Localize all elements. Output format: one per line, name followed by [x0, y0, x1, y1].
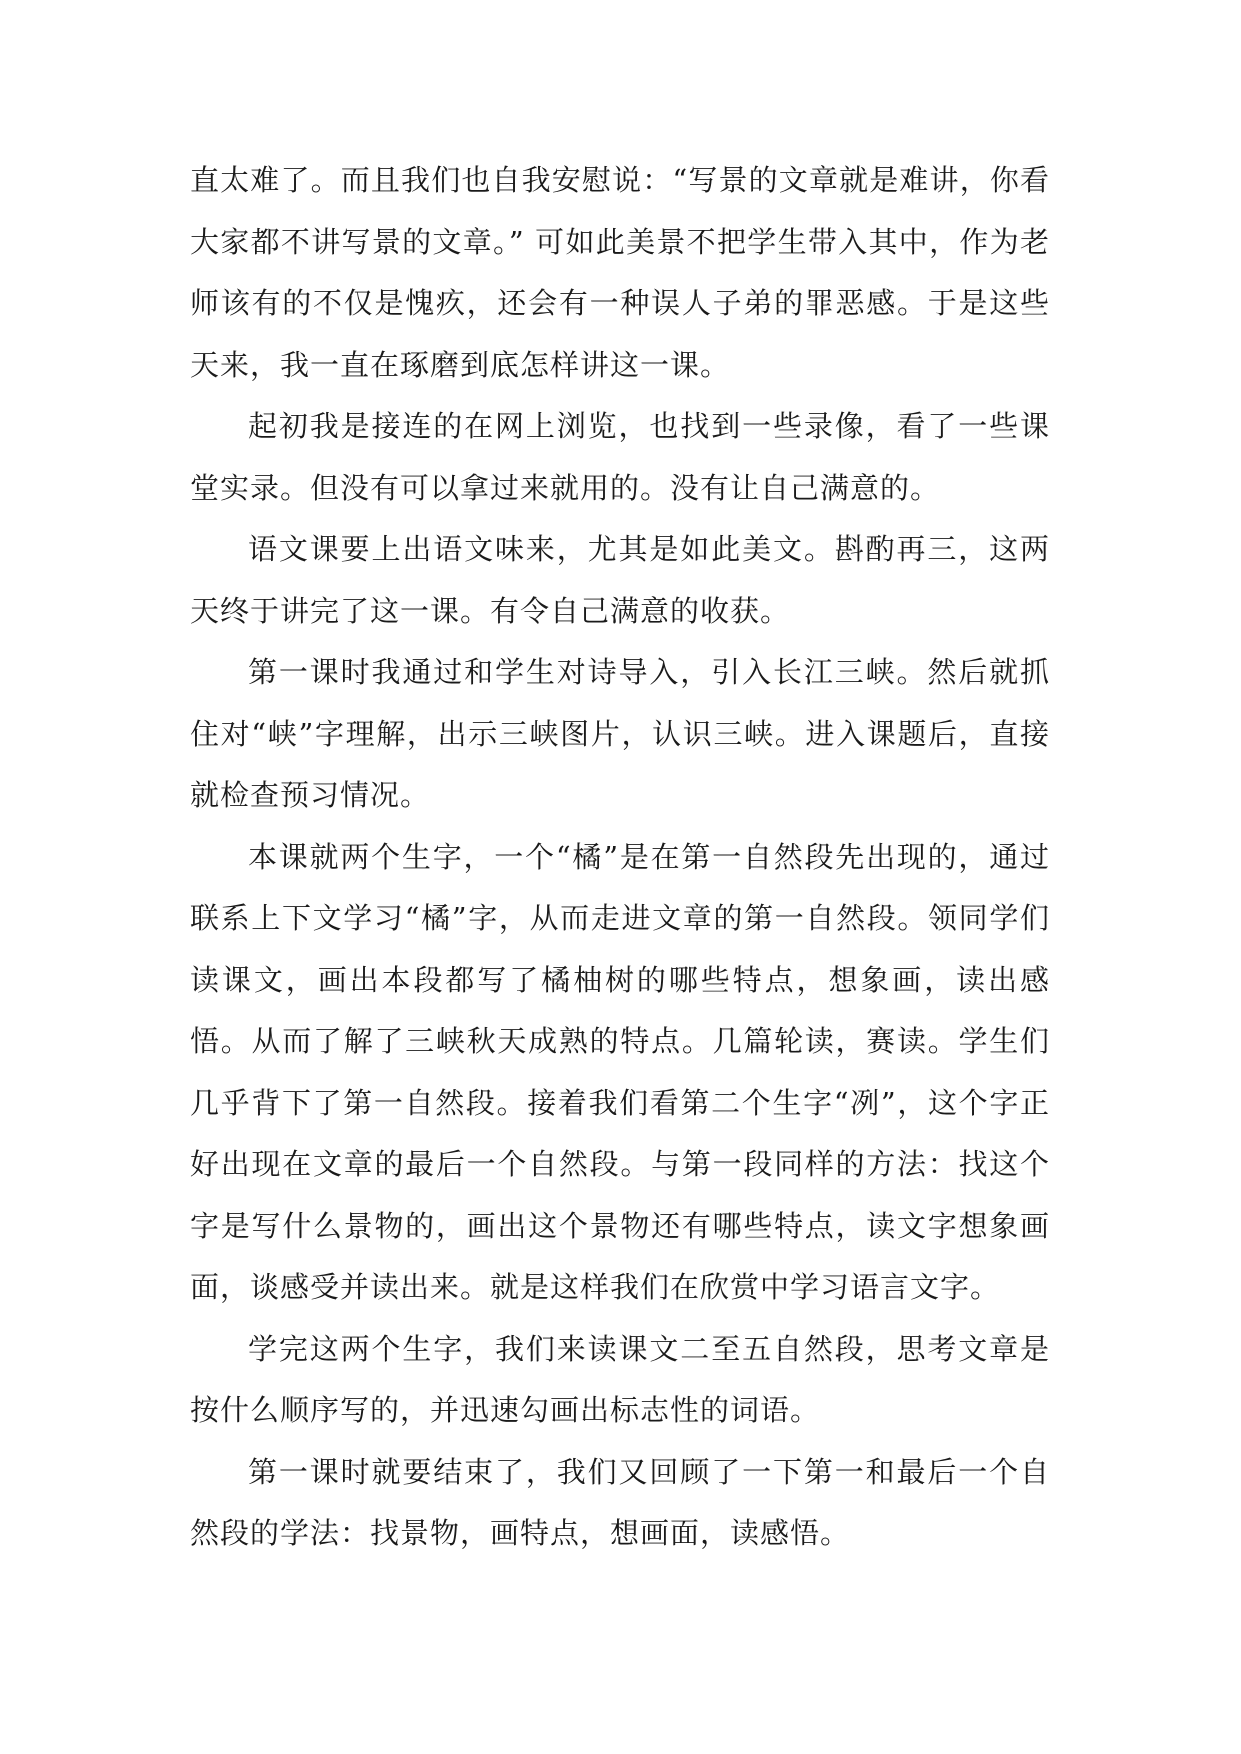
paragraph-6: 学完这两个生字，我们来读课文二至五自然段，思考文章是按什么顺序写的，并迅速勾画出标志性的词语。: [190, 1331, 1050, 1427]
paragraph-4: 第一课时我通过和学生对诗导入，引入长江三峡。然后就抓住对“峡”字理解，出示三峡图片，认识三峡。进入课题后，直接就检查预习情况。: [190, 655, 1050, 812]
paragraph-3: 语文课要上出语文味来，尤其是如此美文。斟酌再三，这两天终于讲完了这一课。有令自己满意的收获。: [190, 532, 1050, 628]
paragraph-1: 直太难了。而且我们也自我安慰说：“写景的文章就是难讲，你看大家都不讲写景的文章。” 可如此美景不把学生带入其中，作为老师该有的不仅是愧疚，还会有一种误人子弟的罪恶感。于是这些天来，我一直在琢磨到底怎样讲这一课。: [190, 163, 1050, 382]
paragraph-2: 起初我是接连的在网上浏览，也找到一些录像，看了一些课堂实录。但没有可以拿过来就用的。没有让自己满意的。: [190, 409, 1050, 505]
paragraph-7: 第一课时就要结束了，我们又回顾了一下第一和最后一个自然段的学法：找景物，画特点，想画面，读感悟。: [190, 1454, 1050, 1550]
paragraph-5: 本课就两个生字，一个“橘”是在第一自然段先出现的，通过联系上下文学习“橘”字，从而走进文章的第一自然段。领同学们读课文，画出本段都写了橘柚树的哪些特点，想象画，读出感悟。从而了解了三峡秋天成熟的特点。几篇轮读，赛读。学生们几乎背下了第一自然段。接着我们看第二个生字“冽”，这个字正好出现在文章的最后一个自然段。与第一段同样的方法：找这个字是写什么景物的，画出这个景物还有哪些特点，读文字想象画面，谈感受并读出来。就是这样我们在欣赏中学习语言文字。: [190, 839, 1050, 1304]
document-body: [190, 150, 1050, 1565]
